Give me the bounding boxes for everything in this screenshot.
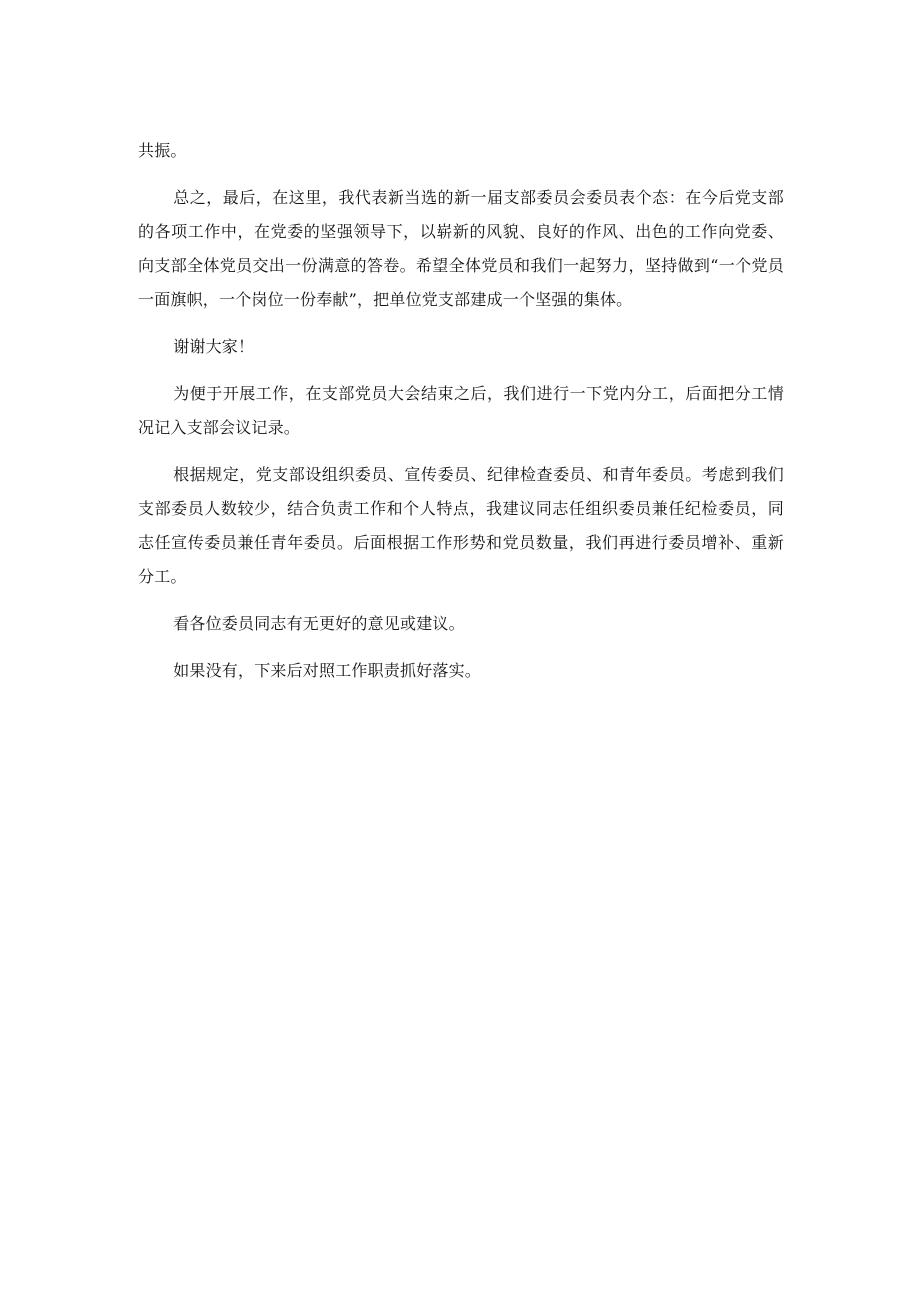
paragraph-1: 共振。 <box>138 141 187 160</box>
paragraph-6: 看各位委员同志有无更好的意见或建议。 <box>173 614 465 633</box>
paragraph-5: 根据规定，党支部设组织委员、宣传委员、纪律检查委员、和青年委员。考虑到我们支部委员人数较少，结合负责工作和个人特点，我建议同志任组织委员兼任纪检委员，同志任宣传委员兼任青年委员。后面根据工作形势和党员数量，我们再进行委员增补、重新分工。 <box>138 465 784 586</box>
document-body <box>138 134 784 701</box>
paragraph-2: 总之，最后，在这里，我代表新当选的新一届支部委员会委员表个态：在今后党支部的各项工作中，在党委的坚强领导下，以崭新的风貌、良好的作风、出色的工作向党委、向支部全体党员交出一份满意的答卷。希望全体党员和我们一起努力，坚持做到“一个党员一面旗帜，一个岗位一份奉献”，把单位党支部建成一个坚强的集体。 <box>138 188 784 309</box>
paragraph-4: 为便于开展工作，在支部党员大会结束之后，我们进行一下党内分工，后面把分工情况记入支部会议记录。 <box>138 384 784 437</box>
paragraph-3: 谢谢大家！ <box>173 337 255 356</box>
paragraph-7: 如果没有，下来后对照工作职责抓好落实。 <box>173 661 481 680</box>
